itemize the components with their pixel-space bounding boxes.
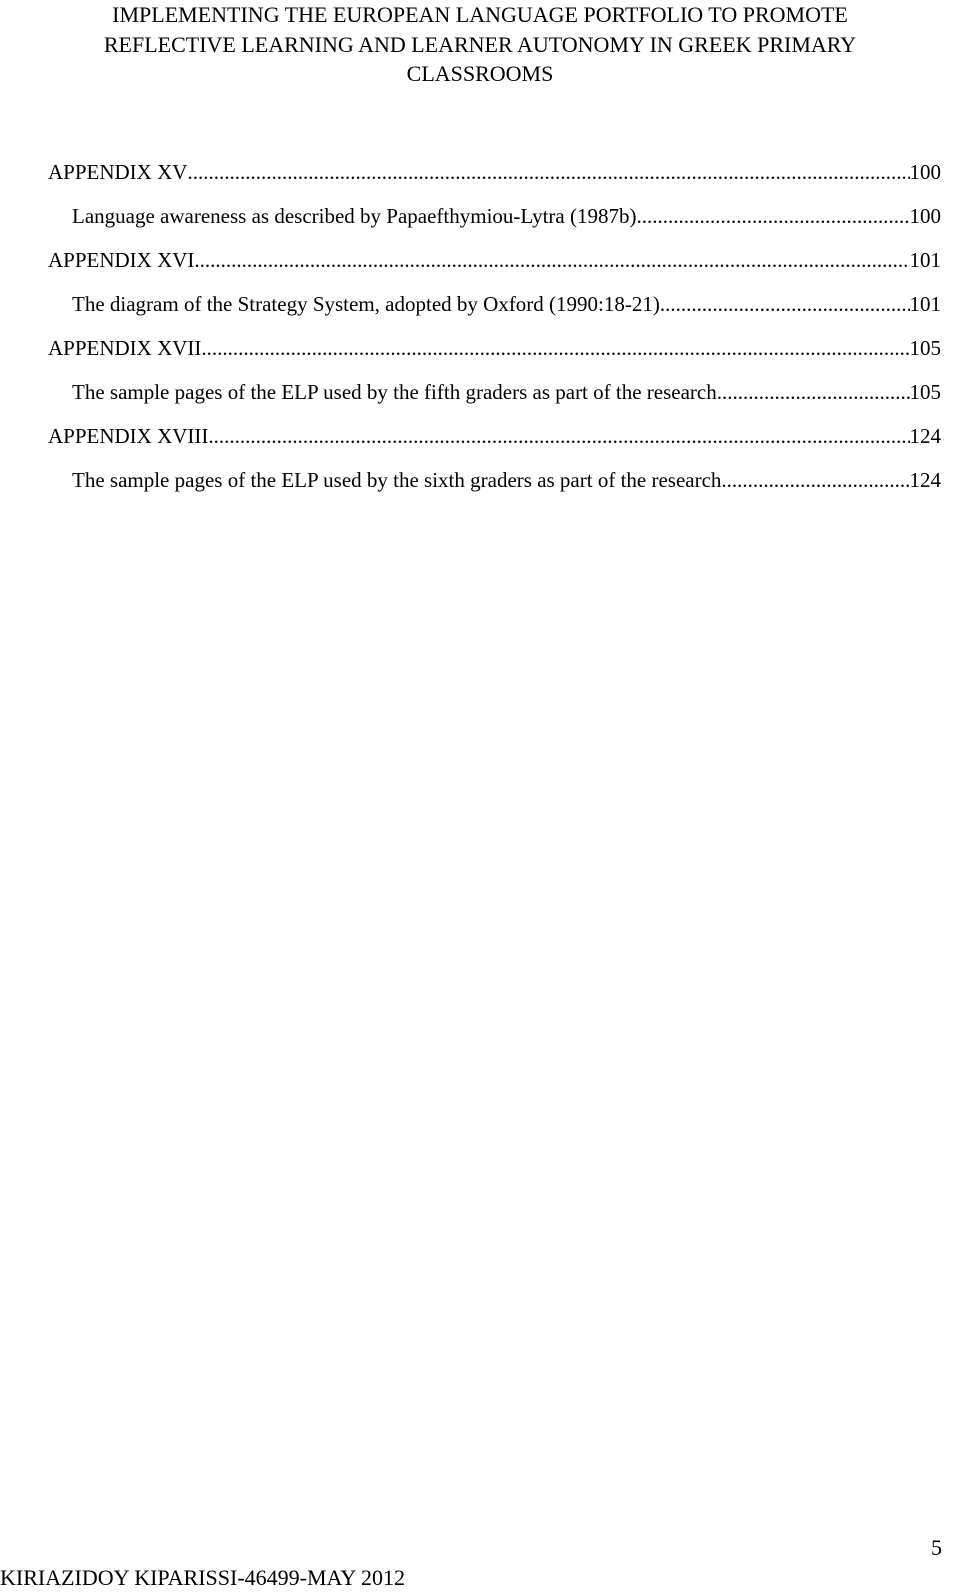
toc-dot-leader (722, 370, 910, 414)
toc-entry-page: 100 (909, 204, 941, 228)
header-line-3: CLASSROOMS (406, 61, 554, 86)
toc-entry-title: APPENDIX XVIII (48, 424, 209, 448)
running-footer: KIRIAZIDOY KIPARISSI-46499-MAY 2012 (0, 1565, 405, 1590)
toc-dot-leader (721, 458, 909, 502)
toc-entry-fifth-graders-sample-pages[interactable] (48, 370, 941, 414)
toc-entry-page: 100 (909, 160, 941, 184)
toc-dot-leader (187, 150, 909, 194)
toc-entry-title: The sample pages of the ELP used by the fifth graders as part of the research. (72, 380, 722, 404)
toc-entry-page: 105 (909, 336, 941, 360)
toc-entry-language-awareness[interactable] (48, 194, 941, 238)
page-number: 5 (931, 1535, 942, 1560)
toc-entry-appendix-xvi[interactable] (48, 238, 941, 282)
toc-entry-title: Language awareness as described by Papaefthymiou-Lytra (1987b) (72, 204, 637, 228)
toc-entry-title: APPENDIX XVI (48, 248, 195, 272)
header-line-2: REFLECTIVE LEARNING AND LEARNER AUTONOMY IN GREEK PRIMARY (103, 31, 857, 57)
toc-entry-page: 105 (909, 380, 941, 404)
toc-entry-sixth-graders-sample-pages[interactable] (48, 458, 941, 502)
toc-entry-title: The diagram of the Strategy System, adopted by Oxford (1990:18-21) (72, 292, 660, 316)
toc-entry-title: APPENDIX XVII (48, 336, 202, 360)
toc-dot-leader (660, 282, 910, 326)
toc-dot-leader (636, 194, 909, 238)
table-of-contents (48, 150, 941, 502)
toc-entry-page: 124 (909, 424, 941, 448)
toc-entry-appendix-xvii[interactable] (48, 326, 941, 370)
toc-entry-title: The sample pages of the ELP used by the sixth graders as part of the research (72, 468, 722, 492)
toc-dot-leader (208, 414, 909, 458)
toc-entry-title: APPENDIX XV (48, 160, 188, 184)
toc-entry-page: 101 (909, 292, 941, 316)
toc-entry-appendix-xviii[interactable] (48, 414, 941, 458)
header-line-1: IMPLEMENTING THE EUROPEAN LANGUAGE PORTFOLIO TO PROMOTE (112, 2, 848, 27)
toc-entry-page: 124 (909, 468, 941, 492)
toc-dot-leader (194, 238, 909, 282)
running-header (0, 0, 960, 89)
toc-entry-strategy-system-diagram[interactable] (48, 282, 941, 326)
toc-entry-appendix-xv[interactable] (48, 150, 941, 194)
toc-entry-page: 101 (909, 248, 941, 272)
toc-dot-leader (201, 326, 909, 370)
